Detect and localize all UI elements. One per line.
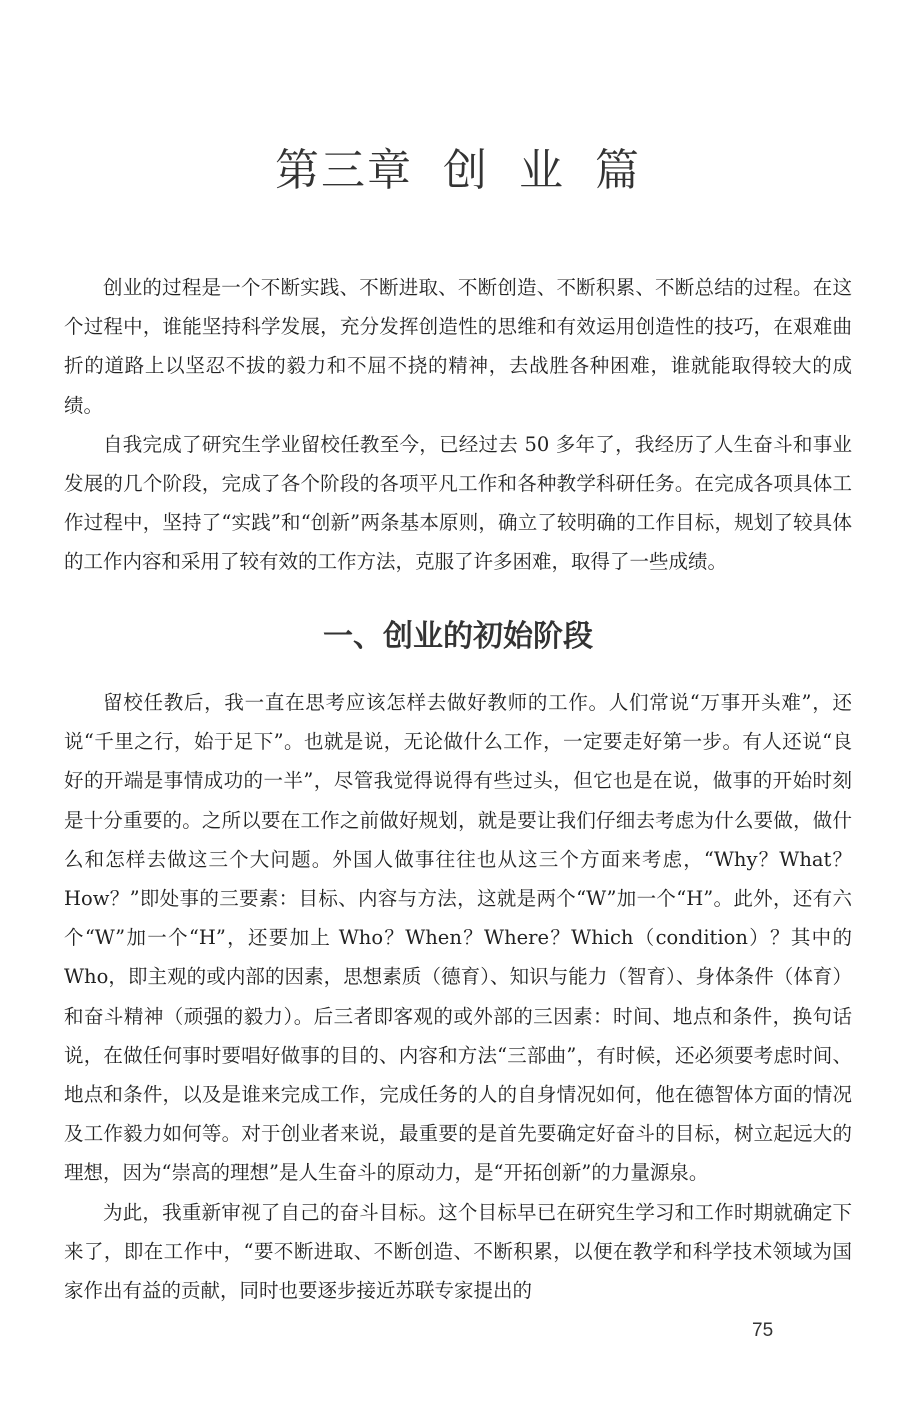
chapter-number: 第三章	[275, 145, 413, 196]
book-page	[64, 0, 852, 1408]
chapter-title	[64, 136, 852, 206]
chapter-title-char: 创	[443, 145, 489, 196]
page-number: 75	[752, 1320, 774, 1341]
intro-paragraph: 创业的过程是一个不断实践、不断进取、不断创造、不断积累、不断总结的过程。在这个过程中，谁能坚持科学发展，充分发挥创造性的思维和有效运用创造性的技巧，在艰难曲折的道路上以坚忍不拔的毅力和不屈不挠的精神，去战胜各种困难，谁就能取得较大的成绩。	[64, 276, 852, 417]
intro-text	[64, 268, 852, 582]
intro-paragraph: 自我完成了研究生学业留校任教至今，已经过去 50 多年了，我经历了人生奋斗和事业发展的几个阶段，完成了各个阶段的各项平凡工作和各种教学科研任务。在完成各项具体工作过程中，坚持了“实践”和“创新”两条基本原则，确立了较明确的工作目标，规划了较具体的工作内容和采用了较有效的工作方法，克服了许多困难，取得了一些成绩。	[64, 432, 852, 574]
section-body	[64, 683, 852, 1310]
chapter-title-char: 业	[519, 145, 565, 196]
section-paragraph: 留校任教后，我一直在思考应该怎样去做好教师的工作。人们常说“万事开头难”，还说“千里之行，始于足下”。也就是说，无论做什么工作，一定要走好第一步。有人还说“良好的开端是事情成功的一半”，尽管我觉得说得有些过头，但它也是在说，做事的开始时刻是十分重要的。之所以要在工作之前做好规划，就是要让我们仔细去考虑为什么要做，做什么和怎样去做这三个大问题。外国人做事往往也从这三个方面来考虑，“Why？What？How？”即处事的三要素：目标、内容与方法，这就是两个“W”加一个“H”。此外，还有六个“W”加一个“H”，还要加上 Who？When？Where？Which（condition）？其中的 Who，即主观的或内部的因素，思想素质（德育）、知识与能力（智育）、身体条件（体育）和奋斗精神（顽强的毅力）。后三者即客观的或外部的三因素：时间、地点和条件，换句话说，在做任何事时要唱好做事的目的、内容和方法“三部曲”，有时候，还必须要考虑时间、地点和条件，以及是谁来完成工作，完成任务的人的自身情况如何，他在德智体方面的情况及工作毅力如何等。对于创业者来说，最重要的是首先要确定好奋斗的目标，树立起远大的理想，因为“崇高的理想”是人生奋斗的原动力，是“开拓创新”的力量源泉。	[64, 691, 852, 1185]
section-paragraph: 为此，我重新审视了自己的奋斗目标。这个目标早已在研究生学习和工作时期就确定下来了，即在工作中，“要不断进取、不断创造、不断积累，以便在教学和科学技术领域为国家作出有益的贡献，同时也要逐步接近苏联专家提出的	[64, 1200, 852, 1303]
section-heading: 一、创业的初始阶段	[323, 619, 593, 654]
chapter-title-char: 篇	[595, 145, 641, 196]
